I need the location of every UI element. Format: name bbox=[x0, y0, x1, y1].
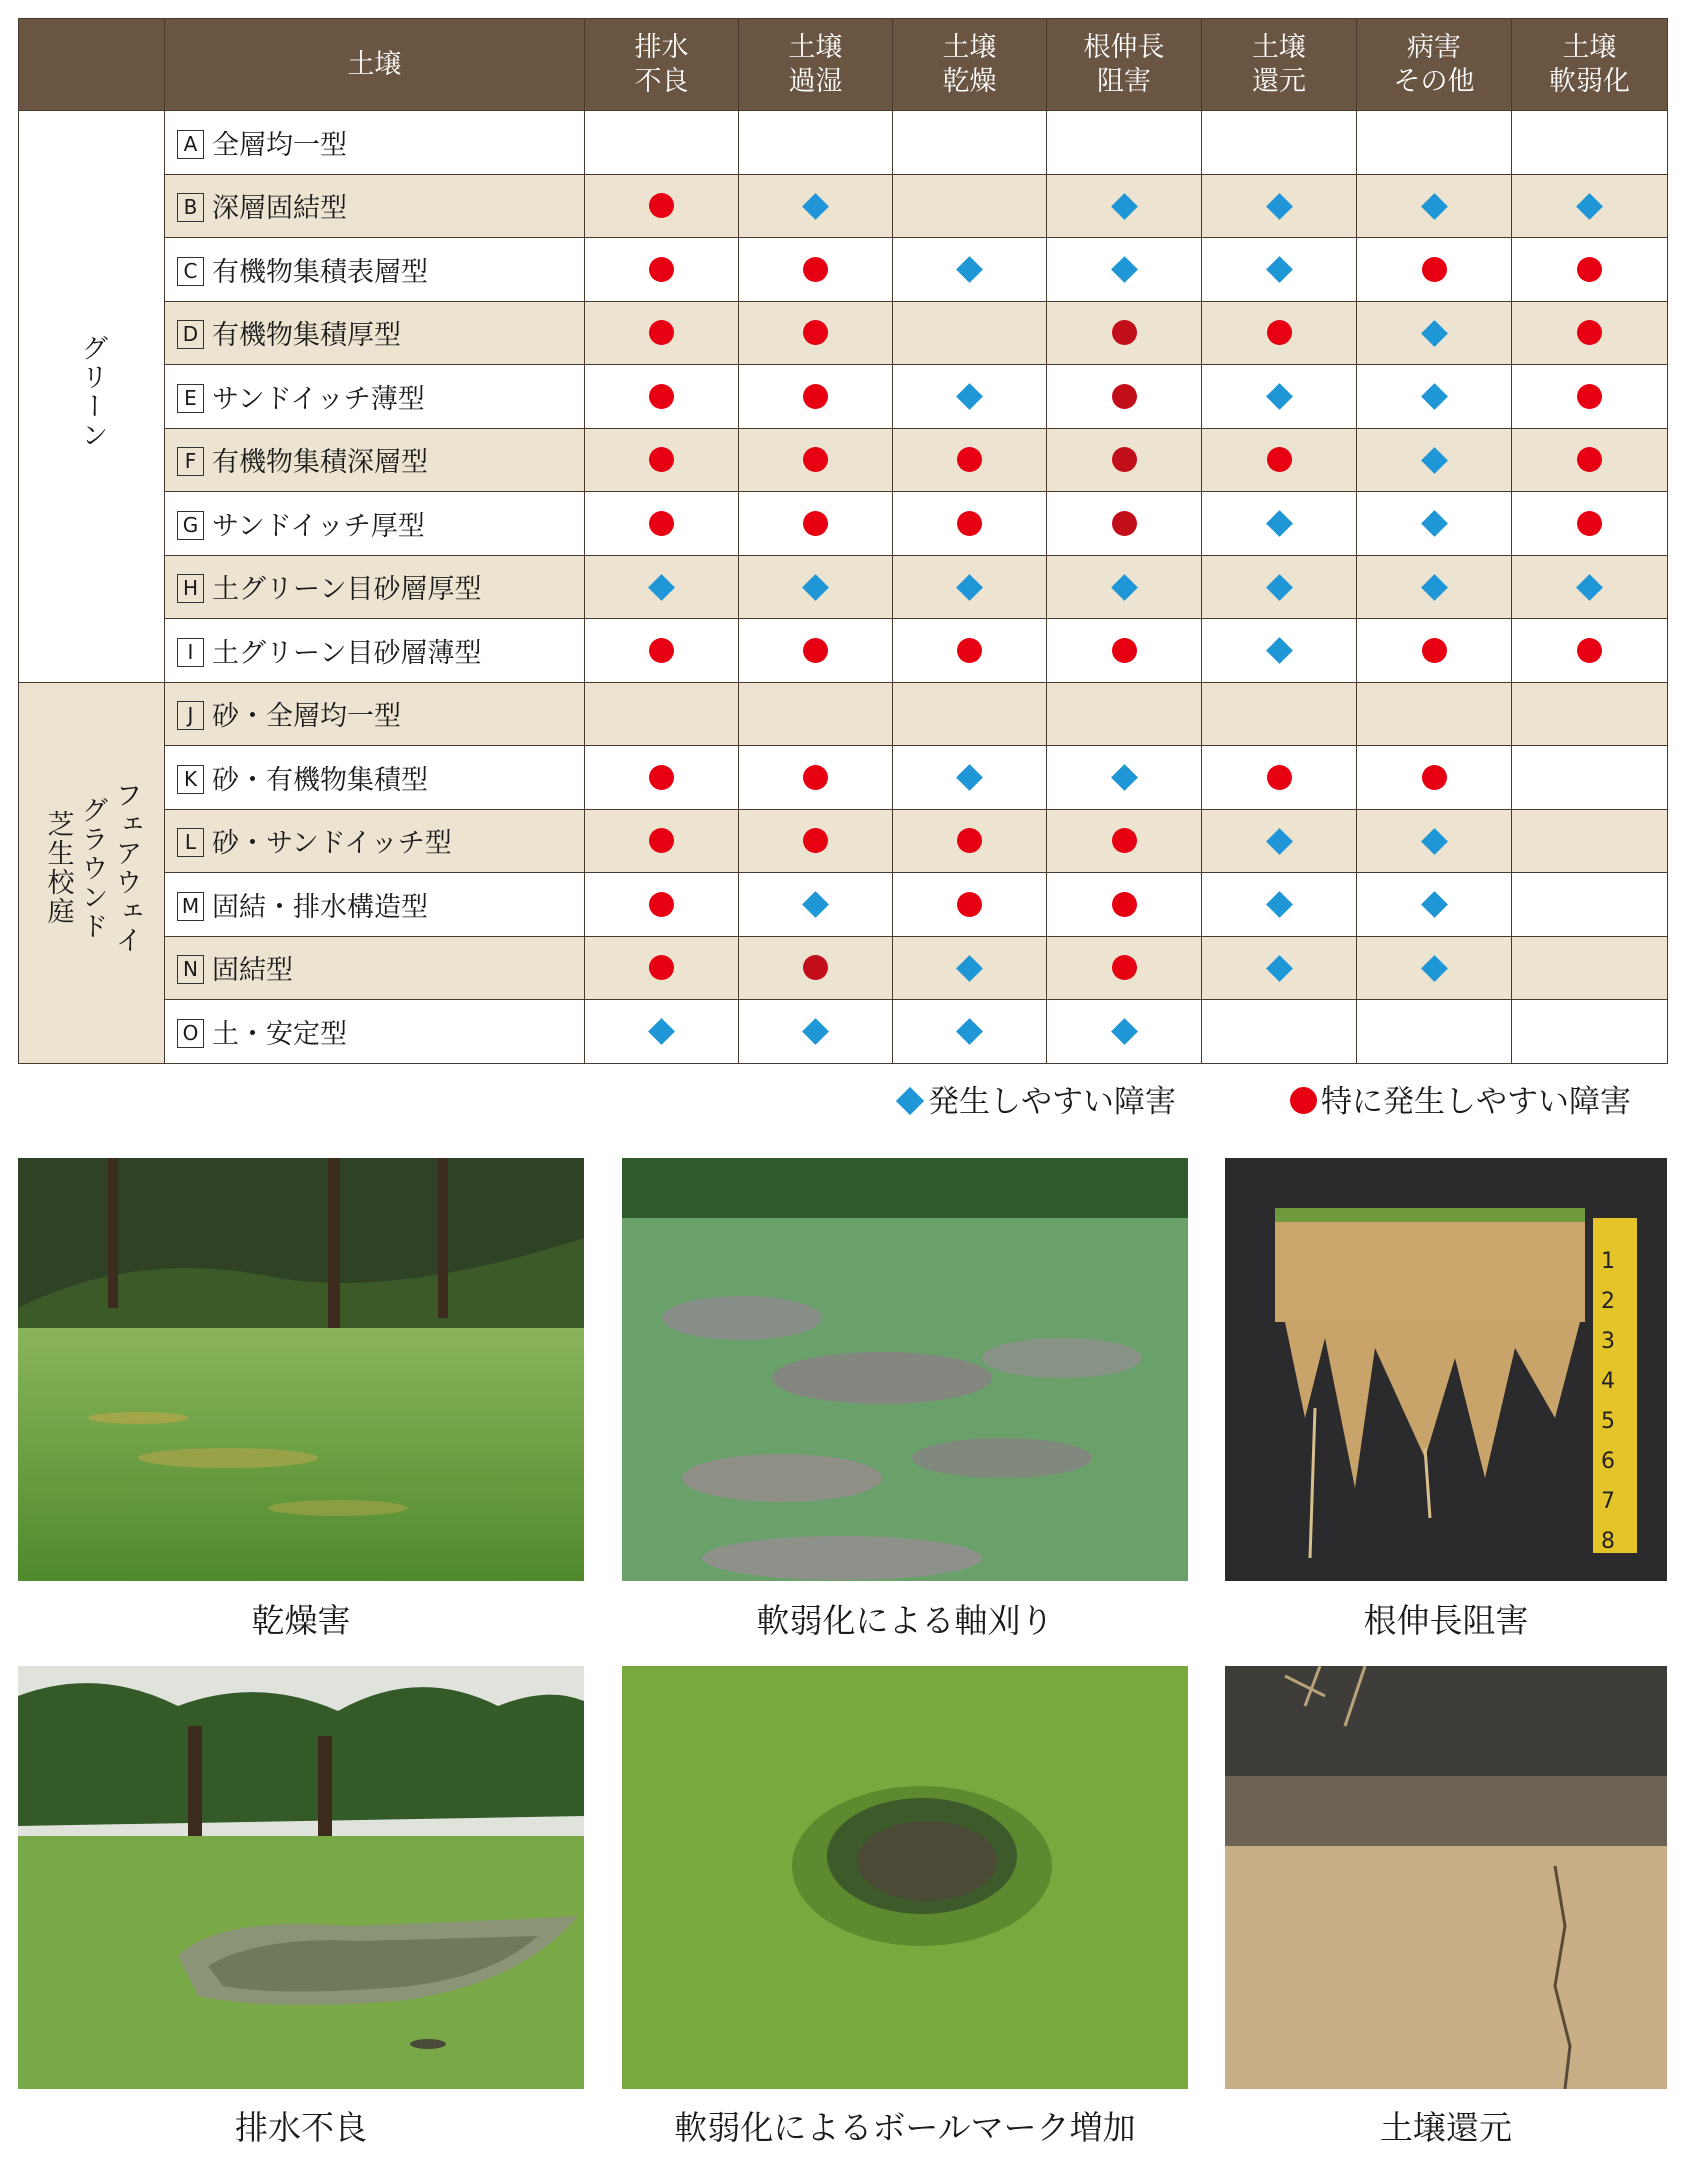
table-row bbox=[19, 873, 1668, 937]
photo-root-inhibition bbox=[1225, 1158, 1667, 1581]
soil-type-cell bbox=[165, 301, 585, 365]
red-circle-icon bbox=[1112, 638, 1137, 663]
mark-cell bbox=[1512, 492, 1668, 556]
blue-diamond-icon bbox=[1421, 447, 1448, 474]
red-circle-icon bbox=[803, 638, 828, 663]
mark-cell bbox=[739, 809, 893, 873]
table-row bbox=[19, 809, 1668, 873]
red-circle-icon bbox=[649, 447, 674, 472]
soil-letter: N bbox=[177, 955, 204, 984]
blue-diamond-icon bbox=[1266, 383, 1293, 410]
soil-letter: E bbox=[177, 384, 204, 413]
soil-name: 砂・有機物集積型 bbox=[212, 764, 428, 796]
red-circle-icon bbox=[649, 828, 674, 853]
table-row bbox=[19, 365, 1668, 429]
mark-cell bbox=[893, 111, 1047, 175]
red-circle-icon bbox=[803, 955, 828, 980]
svg-text:1: 1 bbox=[1601, 1249, 1615, 1274]
mark-cell bbox=[893, 428, 1047, 492]
caption-dry-damage: 乾燥害 bbox=[251, 1601, 351, 1640]
mark-cell bbox=[585, 555, 739, 619]
caption-root-inhibition: 根伸長阻害 bbox=[1363, 1601, 1529, 1640]
circle-icon bbox=[1290, 1087, 1317, 1114]
mark-cell bbox=[1047, 174, 1202, 238]
red-circle-icon bbox=[649, 638, 674, 663]
blue-diamond-icon bbox=[1111, 1018, 1138, 1045]
mark-cell bbox=[1202, 428, 1357, 492]
header-overwet: 土壌 過湿 bbox=[739, 19, 893, 111]
table-row bbox=[19, 555, 1668, 619]
mark-cell bbox=[739, 746, 893, 810]
soil-letter: C bbox=[177, 257, 204, 286]
mark-cell bbox=[739, 1000, 893, 1064]
header-dry: 土壌 乾燥 bbox=[893, 19, 1047, 111]
photo-scalping bbox=[622, 1158, 1188, 1581]
mark-cell bbox=[1512, 809, 1668, 873]
mark-cell bbox=[739, 555, 893, 619]
red-circle-icon bbox=[649, 193, 674, 218]
blue-diamond-icon bbox=[648, 1018, 675, 1045]
blue-diamond-icon bbox=[1576, 193, 1603, 220]
red-circle-icon bbox=[1112, 384, 1137, 409]
mark-cell bbox=[1512, 174, 1668, 238]
mark-cell bbox=[739, 619, 893, 683]
mark-cell bbox=[1202, 174, 1357, 238]
blue-diamond-icon bbox=[956, 955, 983, 982]
red-circle-icon bbox=[649, 892, 674, 917]
red-circle-icon bbox=[803, 511, 828, 536]
soil-type-cell bbox=[165, 174, 585, 238]
soil-type-cell bbox=[165, 809, 585, 873]
mark-cell bbox=[1512, 746, 1668, 810]
group-green-label: グリーン bbox=[76, 333, 108, 450]
red-circle-icon bbox=[803, 257, 828, 282]
blue-diamond-icon bbox=[956, 574, 983, 601]
mark-cell bbox=[1357, 1000, 1512, 1064]
photo-ball-mark bbox=[622, 1666, 1188, 2089]
mark-cell bbox=[585, 619, 739, 683]
soil-name: 有機物集積厚型 bbox=[212, 320, 401, 352]
mark-cell bbox=[1357, 301, 1512, 365]
soil-name: 有機物集積表層型 bbox=[212, 256, 428, 288]
group-green bbox=[19, 111, 165, 683]
mark-cell bbox=[1202, 365, 1357, 429]
mark-cell bbox=[1202, 111, 1357, 175]
mark-cell bbox=[1047, 682, 1202, 746]
soil-letter: F bbox=[177, 447, 204, 476]
mark-cell bbox=[1512, 238, 1668, 302]
mark-cell bbox=[893, 492, 1047, 556]
red-circle-icon bbox=[803, 828, 828, 853]
mark-cell bbox=[585, 936, 739, 1000]
svg-text:5: 5 bbox=[1601, 1409, 1615, 1434]
blue-diamond-icon bbox=[1111, 256, 1138, 283]
table-row bbox=[19, 1000, 1668, 1064]
mark-cell bbox=[1047, 809, 1202, 873]
mark-cell bbox=[1047, 492, 1202, 556]
red-circle-icon bbox=[803, 765, 828, 790]
mark-cell bbox=[1047, 555, 1202, 619]
blue-diamond-icon bbox=[1266, 891, 1293, 918]
blue-diamond-icon bbox=[1266, 828, 1293, 855]
mark-cell bbox=[585, 174, 739, 238]
blue-diamond-icon bbox=[1266, 955, 1293, 982]
mark-cell bbox=[1357, 555, 1512, 619]
mark-cell bbox=[1202, 301, 1357, 365]
mark-cell bbox=[1512, 301, 1668, 365]
mark-cell bbox=[1357, 936, 1512, 1000]
table-row bbox=[19, 936, 1668, 1000]
soil-type-cell bbox=[165, 111, 585, 175]
red-circle-icon bbox=[1112, 828, 1137, 853]
soil-type-cell bbox=[165, 365, 585, 429]
mark-cell bbox=[1512, 365, 1668, 429]
mark-cell bbox=[1357, 174, 1512, 238]
mark-cell bbox=[893, 619, 1047, 683]
red-circle-icon bbox=[957, 511, 982, 536]
blue-diamond-icon bbox=[1266, 193, 1293, 220]
mark-cell bbox=[1202, 492, 1357, 556]
red-circle-icon bbox=[649, 955, 674, 980]
blue-diamond-icon bbox=[956, 1018, 983, 1045]
blue-diamond-icon bbox=[956, 383, 983, 410]
mark-cell bbox=[1357, 238, 1512, 302]
soil-letter: L bbox=[177, 828, 204, 857]
red-circle-icon bbox=[957, 892, 982, 917]
soil-name: 固結型 bbox=[212, 955, 293, 987]
soil-type-cell bbox=[165, 873, 585, 937]
header-softening: 土壌 軟弱化 bbox=[1512, 19, 1668, 111]
soil-letter: I bbox=[177, 638, 204, 667]
blue-diamond-icon bbox=[802, 891, 829, 918]
table-row bbox=[19, 111, 1668, 175]
mark-cell bbox=[1047, 873, 1202, 937]
header-soil: 土壌 bbox=[165, 19, 585, 111]
red-circle-icon bbox=[1577, 511, 1602, 536]
mark-cell bbox=[739, 365, 893, 429]
mark-cell bbox=[1047, 1000, 1202, 1064]
blue-diamond-icon bbox=[1421, 320, 1448, 347]
svg-text:2: 2 bbox=[1601, 1289, 1615, 1314]
mark-cell bbox=[585, 111, 739, 175]
mark-cell bbox=[893, 873, 1047, 937]
mark-cell bbox=[585, 1000, 739, 1064]
red-circle-icon bbox=[649, 320, 674, 345]
svg-text:6: 6 bbox=[1601, 1449, 1615, 1474]
red-circle-icon bbox=[1112, 892, 1137, 917]
caption-soil-reduction: 土壌還元 bbox=[1380, 2108, 1512, 2147]
legend-diamond: 発生しやすい障害 bbox=[900, 1076, 1176, 1121]
soil-name: 土・安定型 bbox=[212, 1018, 347, 1050]
blue-diamond-icon bbox=[802, 193, 829, 220]
mark-cell bbox=[1047, 238, 1202, 302]
soil-name: 固結・排水構造型 bbox=[212, 891, 428, 923]
photo-dry-damage bbox=[18, 1158, 584, 1581]
mark-cell bbox=[585, 428, 739, 492]
header-corner bbox=[19, 19, 165, 111]
mark-cell bbox=[1357, 746, 1512, 810]
mark-cell bbox=[1047, 428, 1202, 492]
soil-name: 深層固結型 bbox=[212, 193, 347, 225]
mark-cell bbox=[1202, 936, 1357, 1000]
mark-cell bbox=[1202, 1000, 1357, 1064]
blue-diamond-icon bbox=[1421, 828, 1448, 855]
mark-cell bbox=[739, 174, 893, 238]
red-circle-icon bbox=[649, 257, 674, 282]
red-circle-icon bbox=[1422, 765, 1447, 790]
legend-circle: 特に発生しやすい障害 bbox=[1290, 1076, 1631, 1121]
mark-cell bbox=[585, 746, 739, 810]
svg-text:8: 8 bbox=[1601, 1529, 1615, 1554]
mark-cell bbox=[1357, 873, 1512, 937]
table-row bbox=[19, 746, 1668, 810]
blue-diamond-icon bbox=[802, 574, 829, 601]
blue-diamond-icon bbox=[1421, 383, 1448, 410]
blue-diamond-icon bbox=[1421, 891, 1448, 918]
mark-cell bbox=[1202, 746, 1357, 810]
soil-letter: B bbox=[177, 193, 204, 222]
mark-cell bbox=[1357, 111, 1512, 175]
soil-letter: O bbox=[177, 1019, 204, 1048]
table-row bbox=[19, 238, 1668, 302]
header-reduction: 土壌 還元 bbox=[1202, 19, 1357, 111]
blue-diamond-icon bbox=[1421, 955, 1448, 982]
mark-cell bbox=[893, 301, 1047, 365]
mark-cell bbox=[1047, 619, 1202, 683]
soil-type-cell bbox=[165, 238, 585, 302]
red-circle-icon bbox=[1577, 638, 1602, 663]
mark-cell bbox=[1047, 746, 1202, 810]
mark-cell bbox=[893, 746, 1047, 810]
soil-letter: H bbox=[177, 574, 204, 603]
blue-diamond-icon bbox=[1421, 193, 1448, 220]
soil-letter: A bbox=[177, 130, 204, 159]
red-circle-icon bbox=[1267, 765, 1292, 790]
mark-cell bbox=[893, 174, 1047, 238]
mark-cell bbox=[1047, 301, 1202, 365]
blue-diamond-icon bbox=[1266, 510, 1293, 537]
mark-cell bbox=[585, 682, 739, 746]
mark-cell bbox=[893, 936, 1047, 1000]
soil-letter: D bbox=[177, 320, 204, 349]
blue-diamond-icon bbox=[1421, 574, 1448, 601]
table-row bbox=[19, 301, 1668, 365]
mark-cell bbox=[585, 238, 739, 302]
red-circle-icon bbox=[1112, 955, 1137, 980]
soil-type-cell bbox=[165, 682, 585, 746]
soil-type-cell bbox=[165, 428, 585, 492]
mark-cell bbox=[585, 365, 739, 429]
red-circle-icon bbox=[803, 320, 828, 345]
blue-diamond-icon bbox=[1576, 574, 1603, 601]
mark-cell bbox=[1357, 682, 1512, 746]
caption-poor-drainage: 排水不良 bbox=[235, 2108, 367, 2147]
table-row bbox=[19, 174, 1668, 238]
red-circle-icon bbox=[649, 511, 674, 536]
red-circle-icon bbox=[1112, 320, 1137, 345]
soil-type-cell bbox=[165, 746, 585, 810]
header-root: 根伸長 阻害 bbox=[1047, 19, 1202, 111]
mark-cell bbox=[1357, 619, 1512, 683]
red-circle-icon bbox=[649, 384, 674, 409]
mark-cell bbox=[585, 809, 739, 873]
red-circle-icon bbox=[803, 447, 828, 472]
mark-cell bbox=[739, 301, 893, 365]
group-fairway-label: フェアウェイ グラウンド 芝生校庭 bbox=[42, 781, 142, 955]
red-circle-icon bbox=[1577, 320, 1602, 345]
diamond-icon bbox=[896, 1086, 924, 1114]
mark-cell bbox=[585, 873, 739, 937]
mark-cell bbox=[1357, 365, 1512, 429]
mark-cell bbox=[739, 492, 893, 556]
mark-cell bbox=[1202, 238, 1357, 302]
red-circle-icon bbox=[1112, 447, 1137, 472]
red-circle-icon bbox=[1577, 384, 1602, 409]
mark-cell bbox=[739, 428, 893, 492]
mark-cell bbox=[893, 555, 1047, 619]
mark-cell bbox=[1047, 365, 1202, 429]
mark-cell bbox=[1512, 619, 1668, 683]
mark-cell bbox=[585, 492, 739, 556]
mark-cell bbox=[1202, 682, 1357, 746]
soil-name: 土グリーン目砂層厚型 bbox=[212, 574, 482, 606]
blue-diamond-icon bbox=[1111, 574, 1138, 601]
red-circle-icon bbox=[1267, 447, 1292, 472]
mark-cell bbox=[1512, 873, 1668, 937]
red-circle-icon bbox=[1267, 320, 1292, 345]
header-disease: 病害 その他 bbox=[1357, 19, 1512, 111]
mark-cell bbox=[1512, 555, 1668, 619]
mark-cell bbox=[1047, 936, 1202, 1000]
soil-damage-table bbox=[18, 18, 1668, 1064]
photo-soil-reduction bbox=[1225, 1666, 1667, 2089]
mark-cell bbox=[1512, 682, 1668, 746]
mark-cell bbox=[893, 365, 1047, 429]
mark-cell bbox=[1512, 111, 1668, 175]
group-fairway bbox=[19, 682, 165, 1063]
header-drainage: 排水 不良 bbox=[585, 19, 739, 111]
red-circle-icon bbox=[1577, 447, 1602, 472]
blue-diamond-icon bbox=[1421, 510, 1448, 537]
blue-diamond-icon bbox=[1111, 193, 1138, 220]
red-circle-icon bbox=[1422, 638, 1447, 663]
blue-diamond-icon bbox=[1111, 764, 1138, 791]
mark-cell bbox=[739, 682, 893, 746]
mark-cell bbox=[739, 936, 893, 1000]
mark-cell bbox=[739, 873, 893, 937]
mark-cell bbox=[1357, 809, 1512, 873]
table-row bbox=[19, 682, 1668, 746]
blue-diamond-icon bbox=[802, 1018, 829, 1045]
soil-name: サンドイッチ厚型 bbox=[212, 510, 425, 542]
mark-cell bbox=[1512, 1000, 1668, 1064]
mark-cell bbox=[1047, 111, 1202, 175]
soil-name: 有機物集積深層型 bbox=[212, 447, 428, 479]
mark-cell bbox=[893, 1000, 1047, 1064]
table-row bbox=[19, 619, 1668, 683]
blue-diamond-icon bbox=[1266, 256, 1293, 283]
soil-type-cell bbox=[165, 936, 585, 1000]
blue-diamond-icon bbox=[956, 764, 983, 791]
soil-name: 全層均一型 bbox=[212, 129, 347, 161]
table-row bbox=[19, 428, 1668, 492]
blue-diamond-icon bbox=[1266, 637, 1293, 664]
soil-name: サンドイッチ薄型 bbox=[212, 383, 425, 415]
mark-cell bbox=[1512, 428, 1668, 492]
mark-cell bbox=[1202, 555, 1357, 619]
mark-cell bbox=[893, 682, 1047, 746]
mark-cell bbox=[1357, 492, 1512, 556]
mark-cell bbox=[1357, 428, 1512, 492]
red-circle-icon bbox=[1422, 257, 1447, 282]
red-circle-icon bbox=[957, 828, 982, 853]
photo-poor-drainage bbox=[18, 1666, 584, 2089]
mark-cell bbox=[585, 301, 739, 365]
soil-type-cell bbox=[165, 492, 585, 556]
mark-cell bbox=[893, 238, 1047, 302]
mark-cell bbox=[739, 238, 893, 302]
mark-cell bbox=[1202, 809, 1357, 873]
mark-cell bbox=[739, 111, 893, 175]
red-circle-icon bbox=[649, 765, 674, 790]
table-row bbox=[19, 492, 1668, 556]
table-header-row bbox=[19, 19, 1668, 111]
blue-diamond-icon bbox=[1266, 574, 1293, 601]
table-body bbox=[19, 111, 1668, 1064]
soil-type-cell bbox=[165, 555, 585, 619]
soil-name: 砂・全層均一型 bbox=[212, 701, 401, 733]
soil-type-cell bbox=[165, 1000, 585, 1064]
red-circle-icon bbox=[1112, 511, 1137, 536]
soil-letter: J bbox=[177, 701, 204, 730]
soil-name: 砂・サンドイッチ型 bbox=[212, 828, 452, 860]
svg-text:7: 7 bbox=[1601, 1489, 1615, 1514]
soil-type-cell bbox=[165, 619, 585, 683]
soil-letter: G bbox=[177, 511, 204, 540]
soil-letter: M bbox=[177, 892, 204, 921]
red-circle-icon bbox=[1577, 257, 1602, 282]
soil-letter: K bbox=[177, 765, 204, 794]
mark-cell bbox=[893, 809, 1047, 873]
mark-cell bbox=[1512, 936, 1668, 1000]
caption-ball-mark: 軟弱化によるボールマーク増加 bbox=[674, 2108, 1136, 2147]
svg-text:3: 3 bbox=[1601, 1329, 1615, 1354]
mark-cell bbox=[1202, 873, 1357, 937]
mark-cell bbox=[1202, 619, 1357, 683]
caption-scalping: 軟弱化による軸刈り bbox=[756, 1601, 1054, 1640]
blue-diamond-icon bbox=[648, 574, 675, 601]
soil-name: 土グリーン目砂層薄型 bbox=[212, 637, 482, 669]
red-circle-icon bbox=[957, 447, 982, 472]
red-circle-icon bbox=[803, 384, 828, 409]
svg-text:4: 4 bbox=[1601, 1369, 1615, 1394]
red-circle-icon bbox=[957, 638, 982, 663]
blue-diamond-icon bbox=[956, 256, 983, 283]
